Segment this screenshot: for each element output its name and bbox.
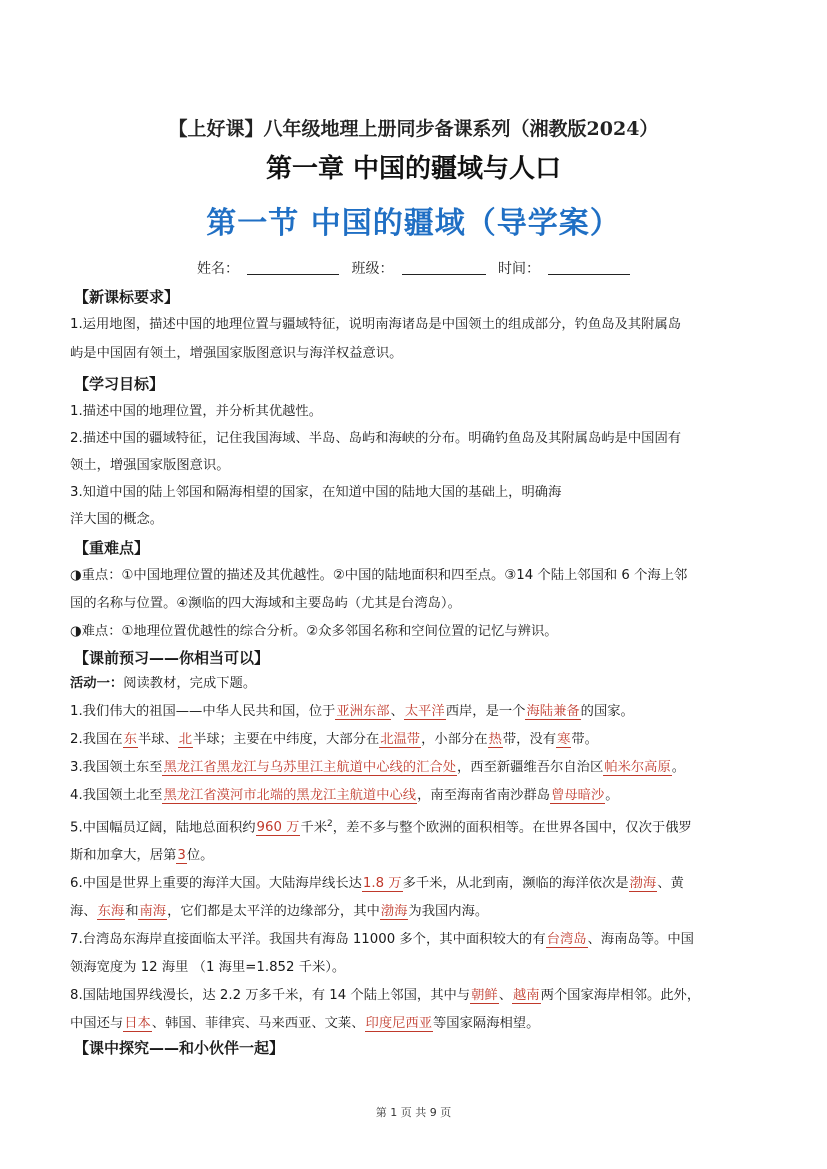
answer: 3	[177, 848, 186, 864]
answer: 渤海	[629, 876, 657, 892]
question-1: 1.我们伟大的祖国——中华人民共和国，位于亚洲东部、太平洋西岸，是一个海陆兼备的国家。	[70, 704, 634, 719]
answer: 亚洲东部	[336, 704, 390, 719]
question-6: 6.中国是世界上重要的海洋大国。大陆海岸线长达1.8 万多千米，从北到南，濒临的海洋依次是渤海、黄	[70, 876, 684, 892]
keypoints-heading: 【重难点】	[74, 539, 150, 557]
preview-heading: 【课前预习——你相当可以】	[74, 649, 270, 667]
answer: 黑龙江省黑龙江与乌苏里江主航道中心线的汇合处	[163, 760, 456, 775]
answer: 海陆兼备	[526, 704, 580, 719]
standard-heading: 【新课标要求】	[74, 288, 180, 306]
answer: 黑龙江省漠河市北端的黑龙江主航道中心线	[163, 788, 417, 803]
answer: 东海	[97, 904, 125, 920]
answer: 北温带	[380, 732, 421, 747]
time-blank	[548, 260, 630, 275]
question-7: 7.台湾岛东海岸直接面临太平洋。我国共有海岛 11000 多个，其中面积较大的有台湾岛、海南岛等。中国	[70, 932, 694, 948]
answer: 960 万	[256, 820, 300, 836]
question-3: 3.我国领土东至黑龙江省黑龙江与乌苏里江主航道中心线的汇合处，西至新疆维吾尔自治区帕米尔高原。	[70, 760, 686, 775]
answer: 渤海	[380, 904, 408, 920]
question-8: 8.国陆地国界线漫长，达 2.2 万多千米，有 14 个陆上邻国，其中与朝鲜、越南两个国家海岸相邻。此外，	[70, 988, 701, 1004]
answer: 台湾岛	[546, 932, 587, 948]
chapter-title: 第一章 中国的疆域与人口	[265, 154, 562, 184]
objective-item: 2.描述中国的疆域特征，记住我国海域、半岛、岛屿和海峡的分布。明确钓鱼岛及其附属岛屿是中国固有	[70, 431, 682, 446]
activity-label: 活动一：	[70, 676, 124, 691]
objective-item: 1.描述中国的地理位置，并分析其优越性。	[70, 404, 323, 419]
answer: 太平洋	[404, 704, 445, 719]
standard-line: 屿是中国固有领土，增强国家版图意识与海洋权益意识。	[70, 346, 403, 361]
answer: 热	[488, 732, 502, 747]
document-body	[70, 285, 770, 1058]
time-label: 时间：	[497, 261, 540, 277]
explore-heading: 【课中探究——和小伙伴一起】	[74, 1039, 285, 1058]
keypoint-item: 国的名称与位置。④濒临的四大海域和主要岛屿（尤其是台湾岛）。	[70, 596, 461, 611]
objective-item: 洋大国的概念。	[70, 512, 164, 527]
objective-item: 3.知道中国的陆上邻国和隔海相望的国家，在知道中国的陆地大国的基础上，明确海	[70, 485, 562, 500]
question-8-cont: 中国还与日本、韩国、菲律宾、马来西亚、文莱、印度尼西亚等国家隔海相望。	[70, 1016, 540, 1032]
answer: 日本	[124, 1016, 151, 1032]
answer: 帕米尔高原	[604, 760, 671, 775]
question-2: 2.我国在东半球、北半球；主要在中纬度，大部分在北温带，小部分在热带，没有寒带。	[70, 732, 598, 747]
student-info-row	[0, 258, 827, 278]
class-label: 班级：	[351, 261, 394, 277]
class-blank	[402, 260, 486, 275]
answer: 寒	[557, 732, 571, 747]
answer: 东	[123, 732, 137, 747]
answer: 越南	[512, 988, 540, 1004]
question-7-cont: 领海宽度为 12 海里 （1 海里=1.852 千米）。	[70, 960, 346, 976]
answer: 南海	[139, 904, 167, 920]
series-title: 【上好课】八年级地理上册同步备课系列（湘教版2024）	[168, 118, 659, 140]
answer: 朝鲜	[471, 988, 498, 1004]
answer: 印度尼西亚	[365, 1016, 433, 1032]
answer: 北	[178, 732, 193, 747]
objectives-heading: 【学习目标】	[74, 375, 165, 393]
question-5: 5.中国幅员辽阔，陆地总面积约960 万千米$^2$，差不多与整个欧洲的面积相等。在世界各国中，仅次于俄罗	[70, 819, 692, 836]
name-label: 姓名：	[197, 261, 240, 277]
activity-text: 阅读教材，完成下题。	[123, 676, 257, 691]
page-number: 第 1 页 共 9 页	[375, 1106, 452, 1119]
standard-line: 1.运用地图，描述中国的地理位置与疆域特征，说明南海诸岛是中国领土的组成部分，钓鱼岛及其附属岛	[70, 317, 682, 332]
name-blank	[247, 260, 339, 275]
question-5-cont: 斯和加拿大，居第3位。	[70, 848, 214, 864]
question-4: 4.我国领土北至黑龙江省漠河市北端的黑龙江主航道中心线，南至海南省南沙群岛曾母暗沙。	[70, 788, 619, 803]
answer: 曾母暗沙	[551, 788, 605, 803]
section-title: 第一节 中国的疆域（导学案）	[206, 206, 621, 241]
answer: 1.8 万	[362, 876, 402, 892]
objective-item: 领土，增强国家版图意识。	[70, 458, 230, 473]
keypoint-item: ◑重点：①中国地理位置的描述及其优越性。②中国的陆地面积和四至点。③14 个陆上邻国和 6 个海上邻	[70, 568, 688, 583]
question-6-cont: 海、东海和南海，它们都是太平洋的边缘部分，其中渤海为我国内海。	[70, 904, 489, 920]
activity-line	[70, 674, 770, 694]
keypoint-item: ◑难点：①地理位置优越性的综合分析。②众多邻国名称和空间位置的记忆与辨识。	[70, 624, 558, 639]
